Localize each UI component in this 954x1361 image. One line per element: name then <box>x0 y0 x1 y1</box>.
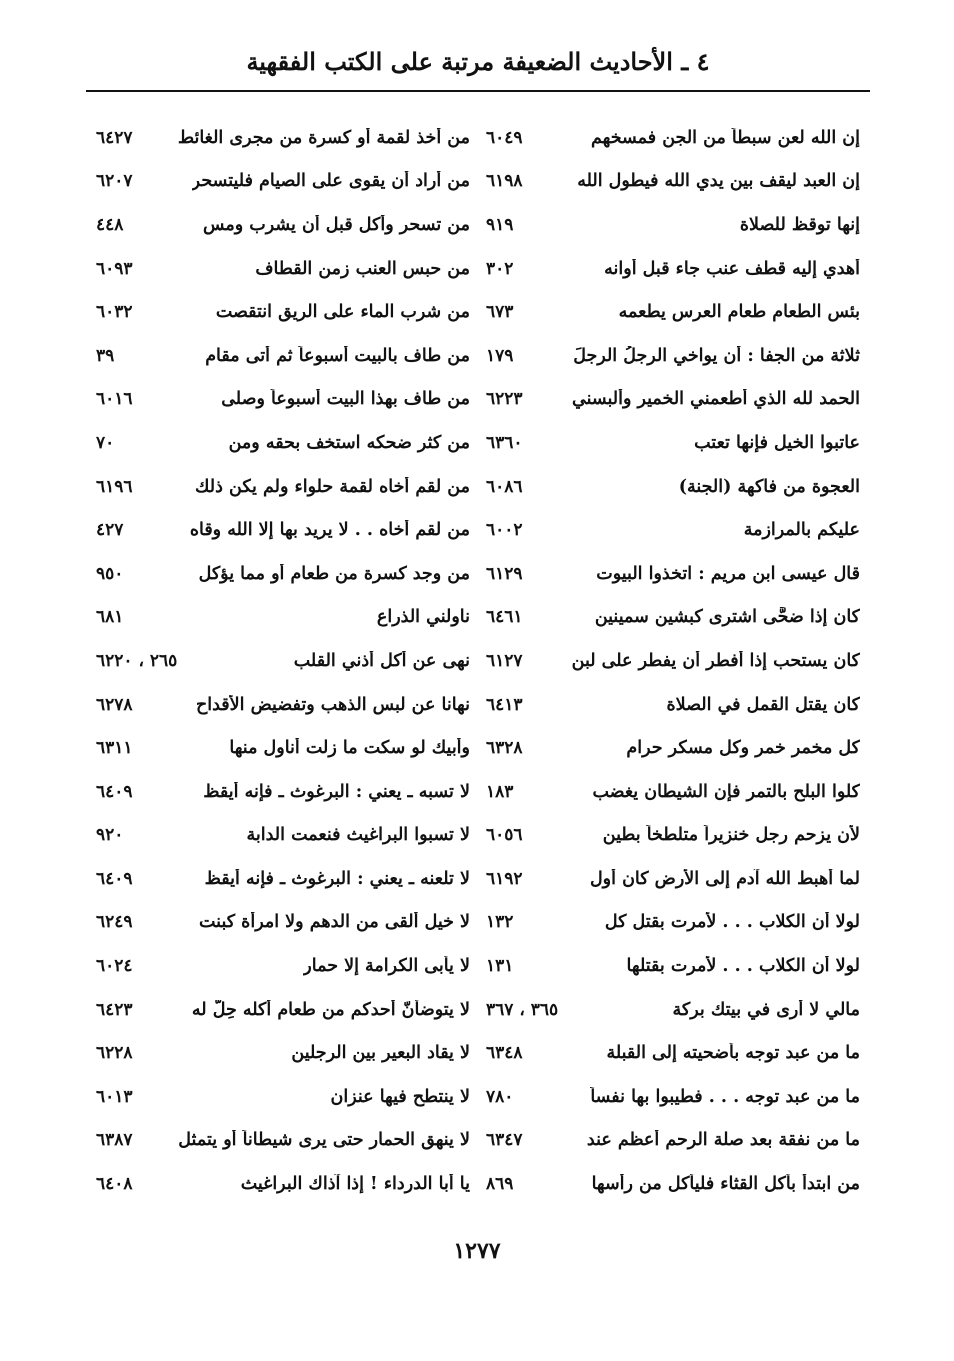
entry-number: ٦٤٠٨ <box>96 1174 133 1195</box>
index-entry <box>94 814 470 858</box>
index-entry <box>484 814 860 858</box>
entry-text: من لقم أخاه . . لا يريد بها إلا الله وقاه <box>189 520 470 541</box>
entry-number: ٦٨١ <box>96 607 124 628</box>
index-entry <box>94 639 470 683</box>
index-entry <box>484 247 860 291</box>
entry-text: ما من عبد توجه . . . فطيبوا بها نفساً <box>590 1086 860 1107</box>
entry-number: ١٣٢ <box>486 912 514 933</box>
index-entry <box>94 683 470 727</box>
index-entry <box>484 334 860 378</box>
index-entry <box>484 639 860 683</box>
entry-text: وأبيك لو سكت ما زلت أناول منها <box>229 738 470 759</box>
entry-number: ٦٤٦١ <box>486 607 523 628</box>
entry-text: لا تسبوا البراغيث فنعمت الدابة <box>246 825 470 846</box>
entry-number: ٦٣٢٨ <box>486 738 523 759</box>
index-entry <box>484 1075 860 1119</box>
entry-number: ٦٣١١ <box>96 738 133 759</box>
entry-number: ٦٠٣٢ <box>96 302 133 323</box>
entry-text: من شرب الماء على الريق انتقصت <box>215 302 470 323</box>
entry-text: إنها توقظ للصلاة <box>739 214 860 235</box>
index-entry <box>484 290 860 334</box>
entry-text: يا أبا الدرداء ! إذا آذاك البراغيث <box>240 1174 470 1195</box>
index-entry <box>94 160 470 204</box>
entry-number: ٦٣٤٨ <box>486 1043 523 1064</box>
index-entry <box>484 160 860 204</box>
entry-text: من أخذ لقمة أو كسرة من مجرى الغائط <box>177 127 470 148</box>
entry-text: كل مخمر خمر وكل مسكر حرام <box>626 738 860 759</box>
entry-text: بئس الطعام طعام العرس يطعمه <box>618 302 860 323</box>
entry-number: ٣٦٥ ، ٣٦٧ <box>486 999 559 1020</box>
entry-text: لأن يزحم رجل خنزيراً متلطخاً بطين <box>602 825 860 846</box>
entry-number: ٦٢٠٧ <box>96 171 133 192</box>
entry-number: ٧٨٠ <box>486 1086 514 1107</box>
entry-text: نهى عن أكل أذني القلب <box>293 650 470 671</box>
entry-number: ٦٠١٣ <box>96 1086 133 1107</box>
entry-number: ٦١٩٦ <box>96 476 133 497</box>
entry-text: كان يقتل القمل في الصلاة <box>666 694 860 715</box>
entry-text: كلوا البلح بالتمر فإن الشيطان يغضب <box>592 781 860 802</box>
index-entry <box>484 988 860 1032</box>
entry-number: ٦٠٠٢ <box>486 520 523 541</box>
index-entry <box>484 1031 860 1075</box>
index-entry <box>484 421 860 465</box>
index-entry <box>484 857 860 901</box>
entry-text: مالي لا أرى في بيتك بركة <box>672 999 860 1020</box>
entry-number: ٩٢٠ <box>96 825 124 846</box>
index-entry <box>484 378 860 422</box>
index-column-right <box>484 116 860 1206</box>
entry-text: إن الله لعن سبطاً من الجن فمسخهم <box>591 127 860 148</box>
entry-text: لا ينتطح فيها عنزان <box>330 1086 470 1107</box>
entry-number: ٤٤٨ <box>96 214 124 235</box>
entry-text: عاتبوا الخيل فإنها تعتب <box>694 432 860 453</box>
entry-text: من حبس العنب زمن القطاف <box>255 258 470 279</box>
entry-number: ٦٤٠٩ <box>96 868 133 889</box>
entry-number: ٤٢٧ <box>96 520 124 541</box>
index-entry <box>484 1162 860 1206</box>
index-entry <box>484 552 860 596</box>
entry-number: ٦٤٠٩ <box>96 781 133 802</box>
index-entry <box>94 421 470 465</box>
entry-text: قال عيسى ابن مريم : اتخذوا البيوت <box>596 563 860 584</box>
index-entry <box>94 1075 470 1119</box>
entry-number: ٦٤٢٧ <box>96 127 133 148</box>
index-entry <box>94 508 470 552</box>
index-entry <box>94 1119 470 1163</box>
entry-number: ٦٠٥٦ <box>486 825 523 846</box>
entry-number: ١٧٩ <box>486 345 514 366</box>
entry-number: ٦٣٦٠ <box>486 432 523 453</box>
index-entry <box>484 465 860 509</box>
index-entry <box>484 116 860 160</box>
index-entry <box>94 1031 470 1075</box>
entry-number: ٦١٩٢ <box>486 868 523 889</box>
index-entry <box>94 247 470 291</box>
entry-text: كان إذا ضحَّى اشترى كبشين سمينين <box>594 607 860 628</box>
entry-number: ٢٦٥ ، ٦٢٢٠ <box>96 650 178 671</box>
index-entry <box>484 203 860 247</box>
entry-text: عليكم بالمرازمة <box>743 520 860 541</box>
entry-number: ٦٠٢٤ <box>96 956 133 977</box>
entry-number: ٦٢٢٣ <box>486 389 523 410</box>
entry-number: ٦٠٨٦ <box>486 476 523 497</box>
entry-number: ٦٧٣ <box>486 302 514 323</box>
index-entry <box>484 944 860 988</box>
entry-text: ناولني الذراع <box>376 607 470 628</box>
entry-text: نهانا عن لبس الذهب وتفضيض الأقداح <box>195 694 470 715</box>
entry-text: من لقم أخاه لقمة حلواء ولم يكن ذلك <box>195 476 470 497</box>
entry-number: ٦٤٢٣ <box>96 999 133 1020</box>
index-entry <box>94 290 470 334</box>
entry-text: من ابتدأ بأكل القثاء فليأكل من رأسها <box>591 1174 860 1195</box>
entry-text: لا يتوضأنّ أحدكم من طعام أكله حِلٌّ له <box>191 999 470 1020</box>
entry-number: ٦٣٨٧ <box>96 1130 133 1151</box>
entry-number: ٦٠٤٩ <box>486 127 523 148</box>
entry-number: ٣٩ <box>96 345 115 366</box>
entry-number: ٦٤١٣ <box>486 694 523 715</box>
index-entry <box>94 726 470 770</box>
index-entry <box>94 203 470 247</box>
entry-number: ٨٦٩ <box>486 1174 514 1195</box>
index-entry <box>484 596 860 640</box>
entry-number: ٣٠٢ <box>486 258 514 279</box>
entry-number: ٦١٢٩ <box>486 563 523 584</box>
index-entry <box>94 857 470 901</box>
entry-number: ٩١٩ <box>486 214 514 235</box>
entry-number: ٦١٩٨ <box>486 171 523 192</box>
index-entry <box>94 334 470 378</box>
entry-text: ثلاثة من الجفا : أن يواخي الرجلُ الرجلَ <box>573 345 860 366</box>
index-column-left <box>94 116 470 1206</box>
entry-text: لا يأبى الكرامة إلا حمار <box>303 956 470 977</box>
entry-text: لا تسبه ـ يعني : البرغوث ـ فإنه أيقظ <box>203 781 470 802</box>
entry-text: من طاف بالبيت أسبوعاً ثم أتى مقام <box>205 345 470 366</box>
entry-number: ١٨٣ <box>486 781 514 802</box>
entry-text: كان يستحب إذا أفطر أن يفطر على لبن <box>571 650 860 671</box>
entry-number: ٦١٢٧ <box>486 650 523 671</box>
index-entry <box>484 901 860 945</box>
index-entry <box>484 683 860 727</box>
entry-text: من تسحر وأكل قبل أن يشرب ومس <box>203 214 470 235</box>
entry-text: لا خيل ألقى من الدهم ولا امرأة كبنت <box>199 912 470 933</box>
index-entry <box>94 901 470 945</box>
entry-text: الحمد لله الذي أطعمني الخمير وألبسني <box>571 389 860 410</box>
index-entry <box>484 1119 860 1163</box>
index-entry <box>94 116 470 160</box>
entry-text: لا يقاد البعير بين الرجلين <box>291 1043 470 1064</box>
page-number: ١٢٧٧ <box>453 1238 501 1264</box>
entry-number: ٦٠٩٣ <box>96 258 133 279</box>
entry-text: لا ينهق الحمار حتى يرى شيطاناً أو يتمثل <box>178 1130 470 1151</box>
header-divider <box>86 90 870 92</box>
entry-number: ٩٥٠ <box>96 563 124 584</box>
entry-text: ما من عبد توجه بأضحيته إلى القبلة <box>606 1043 860 1064</box>
entry-number: ٦٢٧٨ <box>96 694 133 715</box>
entry-number: ٦٠١٦ <box>96 389 133 410</box>
index-entry <box>94 944 470 988</box>
header-title: ٤ ـ الأحاديث الضعيفة مرتبة على الكتب الفقهية <box>246 47 710 76</box>
index-entry <box>94 770 470 814</box>
index-entry <box>94 596 470 640</box>
entry-text: أهدي إليه قطف عنب جاء قبل أوانه <box>604 258 860 279</box>
entry-number: ٧٠ <box>96 432 115 453</box>
index-entry <box>94 552 470 596</box>
index-entry <box>484 726 860 770</box>
entry-text: من طاف بهذا البيت أسبوعاً وصلى <box>221 389 470 410</box>
index-entry <box>484 770 860 814</box>
index-entry <box>94 1162 470 1206</box>
page-header <box>86 40 870 90</box>
index-entry <box>484 508 860 552</box>
entry-text: العجوة من فاكهة (الجنة) <box>678 476 860 497</box>
entry-text: من أراد أن يقوى على الصيام فليتسحر <box>191 171 470 192</box>
entry-number: ٦٢٤٩ <box>96 912 133 933</box>
entry-number: ١٣١ <box>486 956 514 977</box>
entry-text: ما من نفقة بعد صلة الرحم أعظم عند <box>586 1130 860 1151</box>
entry-text: من وجد كسرة من طعام أو مما يؤكل <box>198 563 470 584</box>
entry-text: لا تلعنه ـ يعني : البرغوث ـ فإنه أيقظ <box>204 868 470 889</box>
entry-text: لولا أن الكلاب . . . لأمرت بقتلها <box>626 956 860 977</box>
entry-text: لولا أن الكلاب . . . لأمرت بقتل كل <box>604 912 860 933</box>
entry-text: لما أهبط الله آدم إلى الأرض كان أول <box>589 868 860 889</box>
entry-number: ٦٣٤٧ <box>486 1130 523 1151</box>
entry-number: ٦٢٢٨ <box>96 1043 133 1064</box>
index-entry <box>94 988 470 1032</box>
entry-text: إن العبد ليقف بين يدي الله فيطول الله <box>577 171 860 192</box>
index-entry <box>94 378 470 422</box>
index-entry <box>94 465 470 509</box>
entry-text: من كثر ضحكه استخف بحقه ومن <box>228 432 470 453</box>
